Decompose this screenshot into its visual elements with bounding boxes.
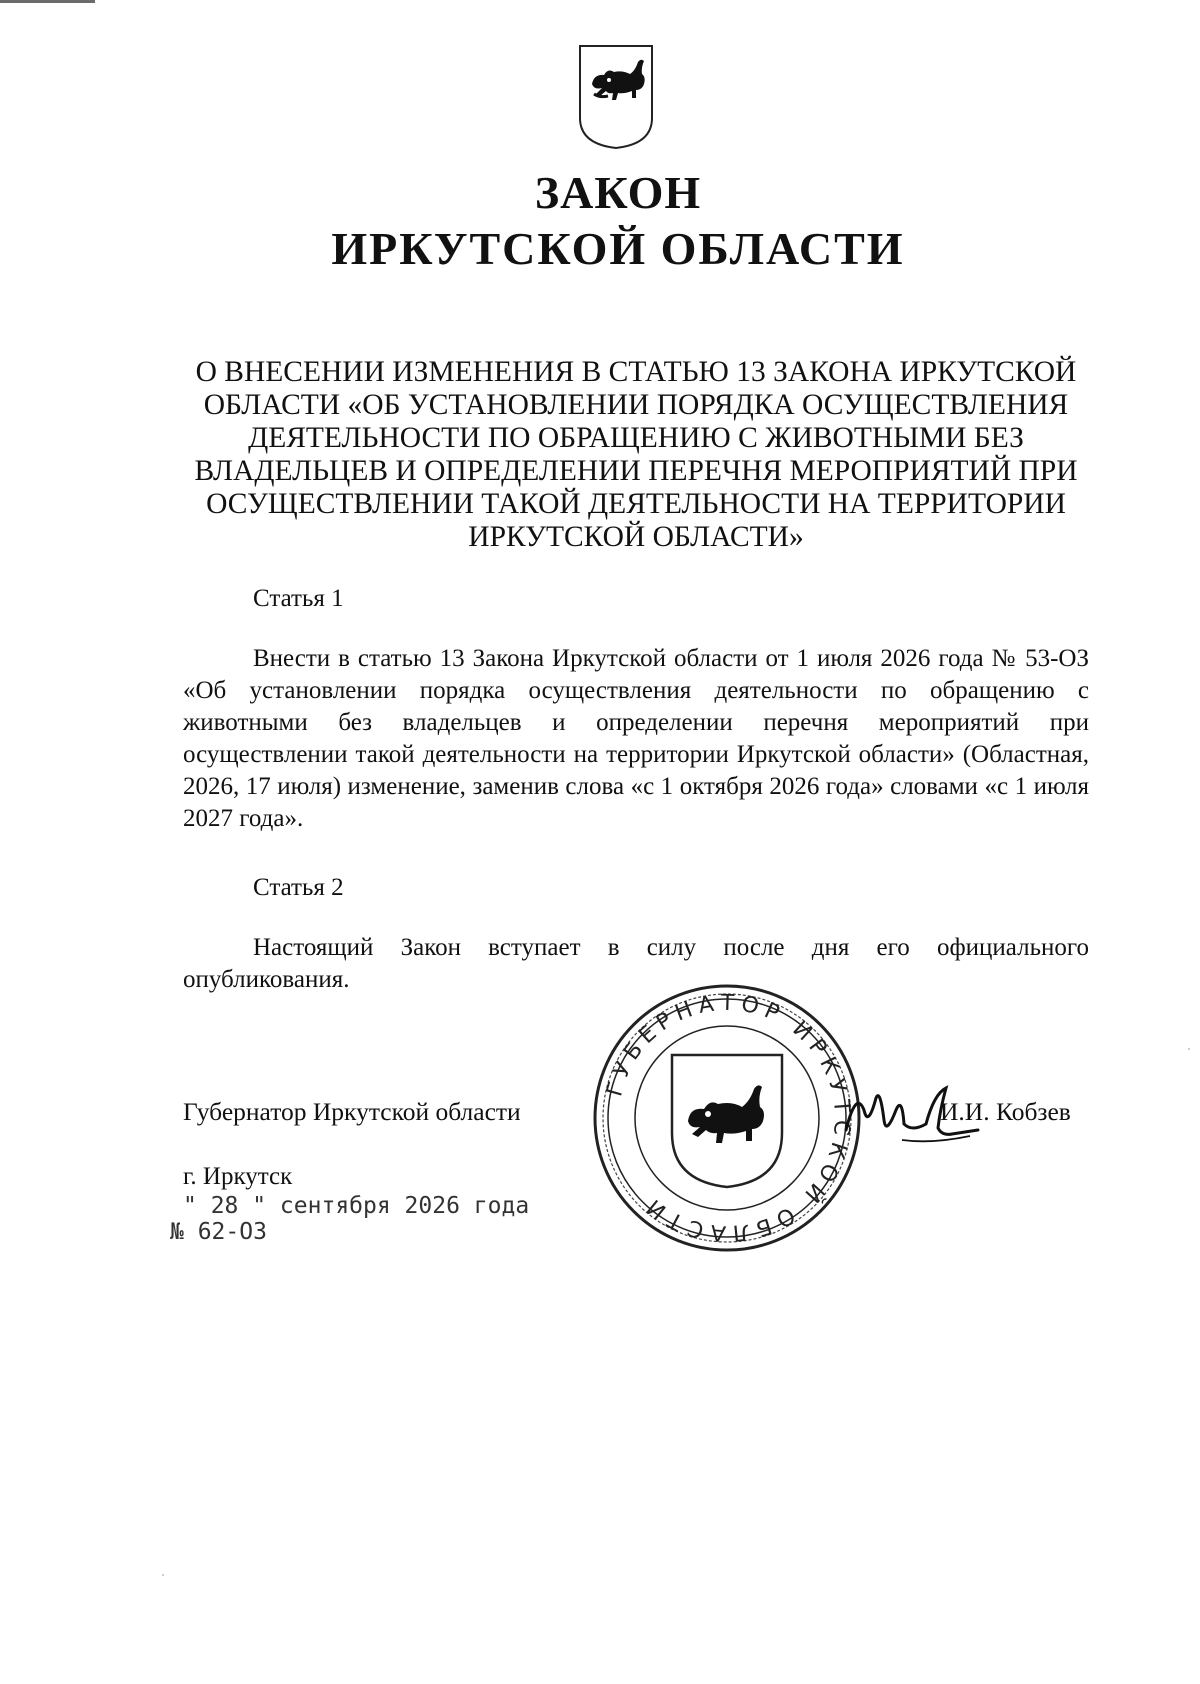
date-of-signing: " 28 " сентября 2026 года [183,1193,530,1219]
scan-speck [1188,1048,1190,1050]
law-number: № 62-ОЗ [170,1219,267,1245]
irkutsk-coat-of-arms-icon [578,44,654,150]
official-seal-icon [592,983,862,1253]
signatory-position: Губернатор Иркутской области [183,1097,521,1126]
svg-text:ГУБЕРНАТОР ИРКУТСКОЙ ОБЛАСТИ: ГУБЕРНАТОР ИРКУТСКОЙ ОБЛАСТИ [602,990,855,1246]
document-title: ЗАКОН [534,167,702,218]
article-1-text: Внести в статью 13 Закона Иркутской области от 1 июля 2026 года № 53-ОЗ «Об установлении порядка осуществления деятельности по обращению с животными без владельцев и определении перечня мероприятий при осуществлении такой деятельности на территории Иркутской области» (Областная, 2026, 17 июля) изменение, заменив слова «с 1 октября 2026 года» словами «с 1 июля 2027 года». [183,645,1089,832]
law-name: О ВНЕСЕНИИ ИЗМЕНЕНИЯ В СТАТЬЮ 13 ЗАКОНА ИРКУТСКОЙ ОБЛАСТИ «ОБ УСТАНОВЛЕНИИ ПОРЯДКА ОСУЩЕСТВЛЕНИЯ ДЕЯТЕЛЬНОСТИ ПО ОБРАЩЕНИЮ С ЖИВОТНЫМИ БЕЗ ВЛАДЕЛЬЦЕВ И ОПРЕДЕЛЕНИИ ПЕРЕЧНЯ МЕРОПРИЯТИЙ ПРИ ОСУЩЕСТВЛЕНИИ ТАКОЙ ДЕЯТЕЛЬНОСТИ НА ТЕРРИТОРИИ ИРКУТСКОЙ ОБЛАСТИ» [194,356,1078,553]
document-subtitle-region: ИРКУТСКОЙ ОБЛАСТИ [331,223,905,274]
article-2-heading: Статья 2 [253,874,344,901]
article-1-heading: Статья 1 [253,585,344,612]
article-2-text: Настоящий Закон вступает в силу после дня его официального опубликования. [183,934,1089,993]
place-of-signing: г. Иркутск [183,1163,293,1190]
scan-edge-mark [0,0,95,3]
scan-speck [162,1574,164,1576]
signatory-name: И.И. Кобзев [940,1097,1071,1126]
